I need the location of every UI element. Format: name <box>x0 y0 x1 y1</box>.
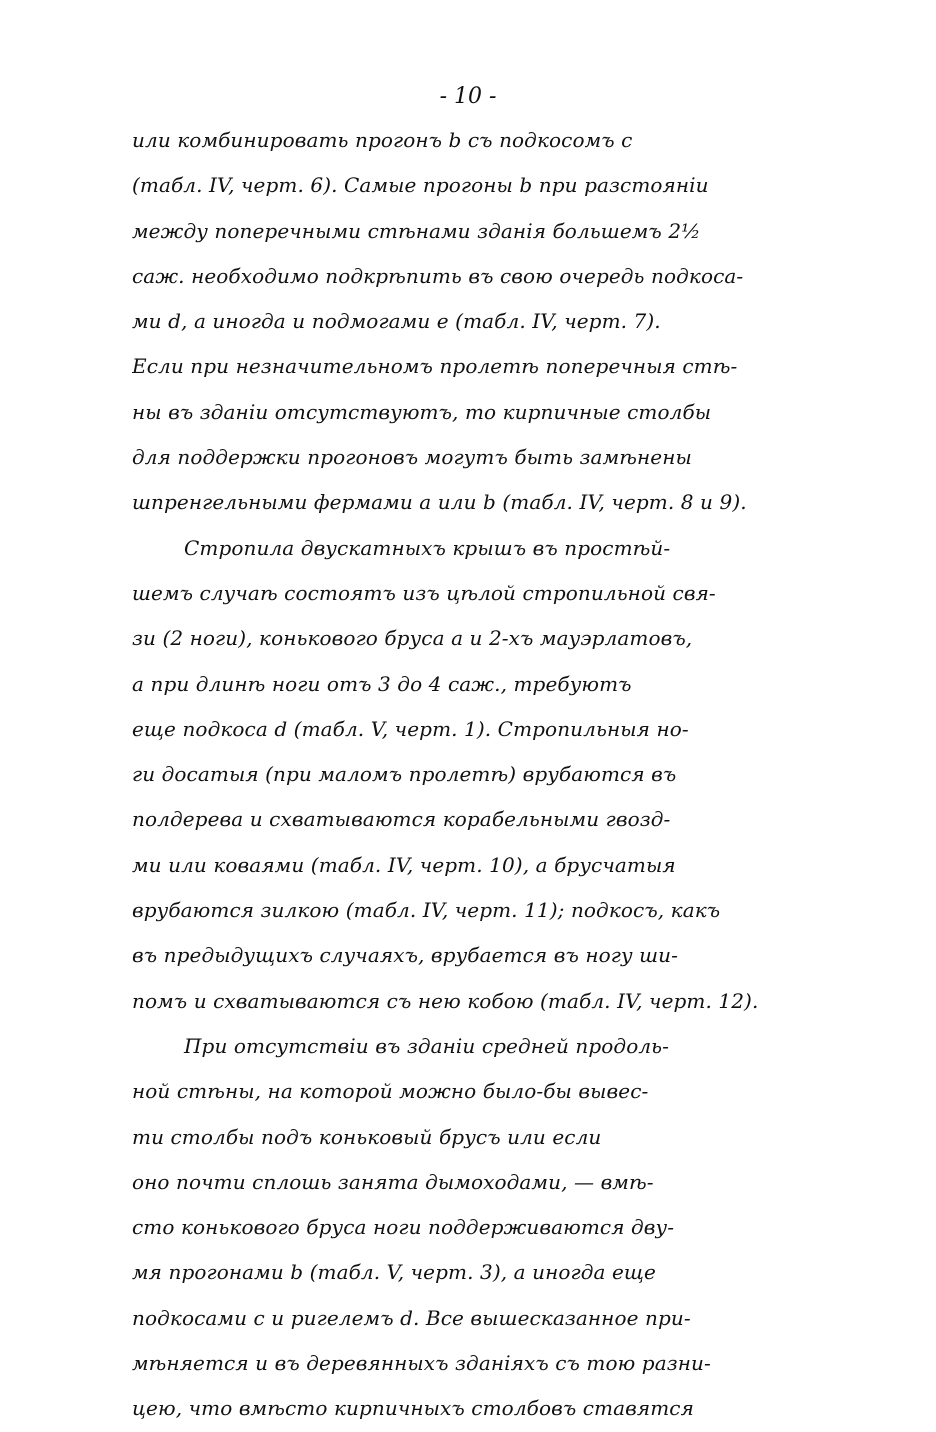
text-line: ми или коваями (табл. IV, черт. 10), а брусчатыя <box>132 852 676 877</box>
text-line: ми d, а иногда и подмогами e (табл. IV, черт. 7). <box>132 309 661 334</box>
text-line: въ предыдущихъ случаяхъ, врубается въ ногу ши- <box>132 943 678 968</box>
text-line: между поперечными стѣнами зданія большемъ 2½ <box>132 218 701 243</box>
text-line: шпренгельными фермами a или b (табл. IV, черт. 8 и 9). <box>132 490 747 515</box>
paragraph-start-line: При отсутствіи въ зданіи средней продоль- <box>184 1033 670 1058</box>
text-line: полдерева и схватываются корабельными гвозд- <box>132 807 671 832</box>
text-line: сто конькового бруса ноги поддерживаются дву- <box>132 1215 675 1240</box>
text-line: а при длинѣ ноги отъ 3 до 4 саж., требуютъ <box>132 671 632 696</box>
text-line: еще подкоса d (табл. V, черт. 1). Стропильныя но- <box>132 716 689 741</box>
text-line: Если при незначительномъ пролетѣ поперечныя стѣ- <box>132 354 738 379</box>
text-line: мя прогонами b (табл. V, черт. 3), а иногда еще <box>132 1260 656 1285</box>
paragraph-start-line: Стропила двускатныхъ крышъ въ простѣй- <box>184 535 671 560</box>
text-line: ной стѣны, на которой можно было-бы вывес- <box>132 1079 649 1104</box>
handwritten-text-body <box>132 118 812 1432</box>
text-line: врубаются зилкою (табл. IV, черт. 11); подкосъ, какъ <box>132 898 721 923</box>
text-line: зи (2 ноги), конькового бруса a и 2-хъ мауэрлатовъ, <box>132 626 693 651</box>
text-line: помъ и схватываются съ нею кобою (табл. IV, черт. 12). <box>132 988 759 1013</box>
text-line: оно почти сплошь занята дымоходами, — вмѣ- <box>132 1169 654 1194</box>
text-line: шемъ случаѣ состоятъ изъ цѣлой стропильной свя- <box>132 580 716 605</box>
text-line: для поддержки прогоновъ могутъ быть замѣнены <box>132 445 692 470</box>
page-number: - 10 - <box>439 84 497 109</box>
text-line: ны въ зданіи отсутствуютъ, то кирпичные столбы <box>132 399 712 424</box>
text-line: подкосами c и ригелемъ d. Все вышесказанное при- <box>132 1305 691 1330</box>
text-line: саж. необходимо подкрѣпить въ свою очередь подкоса- <box>132 263 744 288</box>
text-line: или комбинировать прогонъ b съ подкосомъ c <box>132 128 633 152</box>
text-line: ги досатыя (при маломъ пролетѣ) врубаются въ <box>132 762 677 787</box>
text-line: цею, что вмѣсто кирпичныхъ столбовъ ставятся <box>132 1396 694 1421</box>
text-line: (табл. IV, черт. 6). Самые прогоны b при разстояніи <box>132 173 709 198</box>
text-line: ти столбы подъ коньковый брусъ или если <box>132 1124 602 1149</box>
text-line: мѣняется и въ деревянныхъ зданіяхъ съ тою разни- <box>132 1351 711 1376</box>
